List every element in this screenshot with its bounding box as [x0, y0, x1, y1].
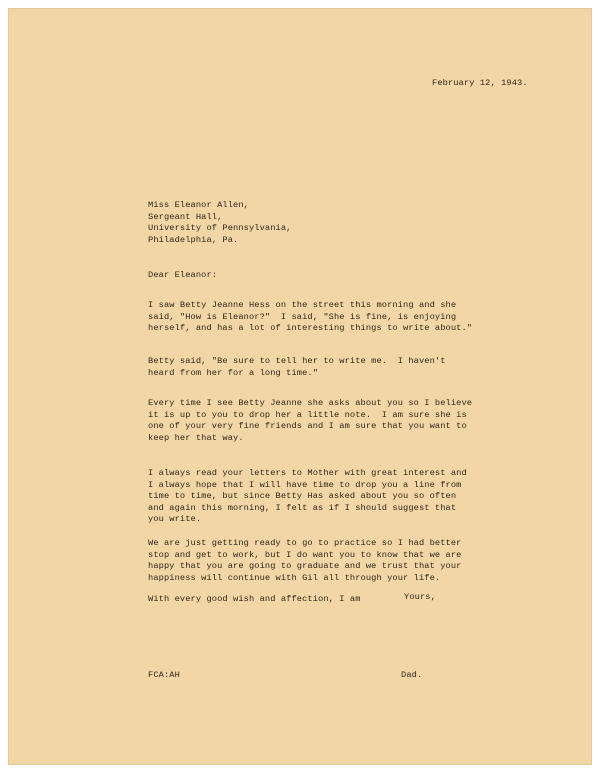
paragraph-line: said, "How is Eleanor?" I said, "She is fine, is enjoying [148, 311, 457, 322]
paragraph-line: I always hope that I will have time to drop you a line from [148, 479, 462, 490]
paragraph-line: I saw Betty Jeanne Hess on the street this morning and she [148, 300, 457, 310]
closing: Yours, [404, 592, 436, 602]
body-paragraph [148, 300, 568, 335]
recipient-name: Miss Eleanor Allen, [148, 200, 249, 210]
paragraph-line: Every time I see Betty Jeanne she asks about you so I believe [148, 398, 473, 408]
signature: Dad. [401, 670, 423, 680]
body-paragraph [148, 538, 568, 584]
reference-initials: FCA:AH [148, 670, 180, 680]
paragraph-line: With every good wish and affection, I am [148, 594, 361, 604]
paragraph-line: Betty said, "Be sure to tell her to write me. I haven't [148, 356, 446, 366]
paragraph-line: one of your very fine friends and I am sure that you want to [148, 421, 467, 432]
paragraph-line: herself, and has a lot of interesting things to write about." [148, 323, 473, 334]
letter-page [8, 8, 592, 765]
recipient-address [148, 200, 291, 246]
body-paragraph [148, 398, 568, 444]
paragraph-line: time to time, but since Betty Has asked about you so often [148, 491, 457, 502]
paragraph-line: We are just getting ready to go to practice so I had better [148, 538, 462, 548]
recipient-hall: Sergeant Hall, [148, 211, 223, 222]
paragraph-line: happiness will continue with Gil all through your life. [148, 572, 441, 583]
recipient-university: University of Pennsylvania, [148, 223, 292, 234]
paragraph-line: keep her that way. [148, 432, 244, 443]
paragraph-line: stop and get to work, but I do want you to know that we are [148, 549, 462, 560]
paragraph-line: it is up to you to drop her a little note. I am sure she is [148, 409, 467, 420]
body-paragraph [148, 594, 398, 606]
recipient-city: Philadelphia, Pa. [148, 234, 239, 245]
paragraph-line: I always read your letters to Mother with great interest and [148, 468, 467, 478]
paragraph-line: you write. [148, 514, 202, 525]
body-paragraph [148, 356, 568, 379]
letter-date: February 12, 1943. [432, 78, 528, 88]
salutation: Dear Eleanor: [148, 270, 218, 280]
body-paragraph [148, 468, 568, 526]
paragraph-line: happy that you are going to graduate and we trust that your [148, 561, 462, 572]
paragraph-line: heard from her for a long time." [148, 367, 319, 378]
paragraph-line: and again this morning, I felt as if I should suggest that [148, 502, 457, 513]
